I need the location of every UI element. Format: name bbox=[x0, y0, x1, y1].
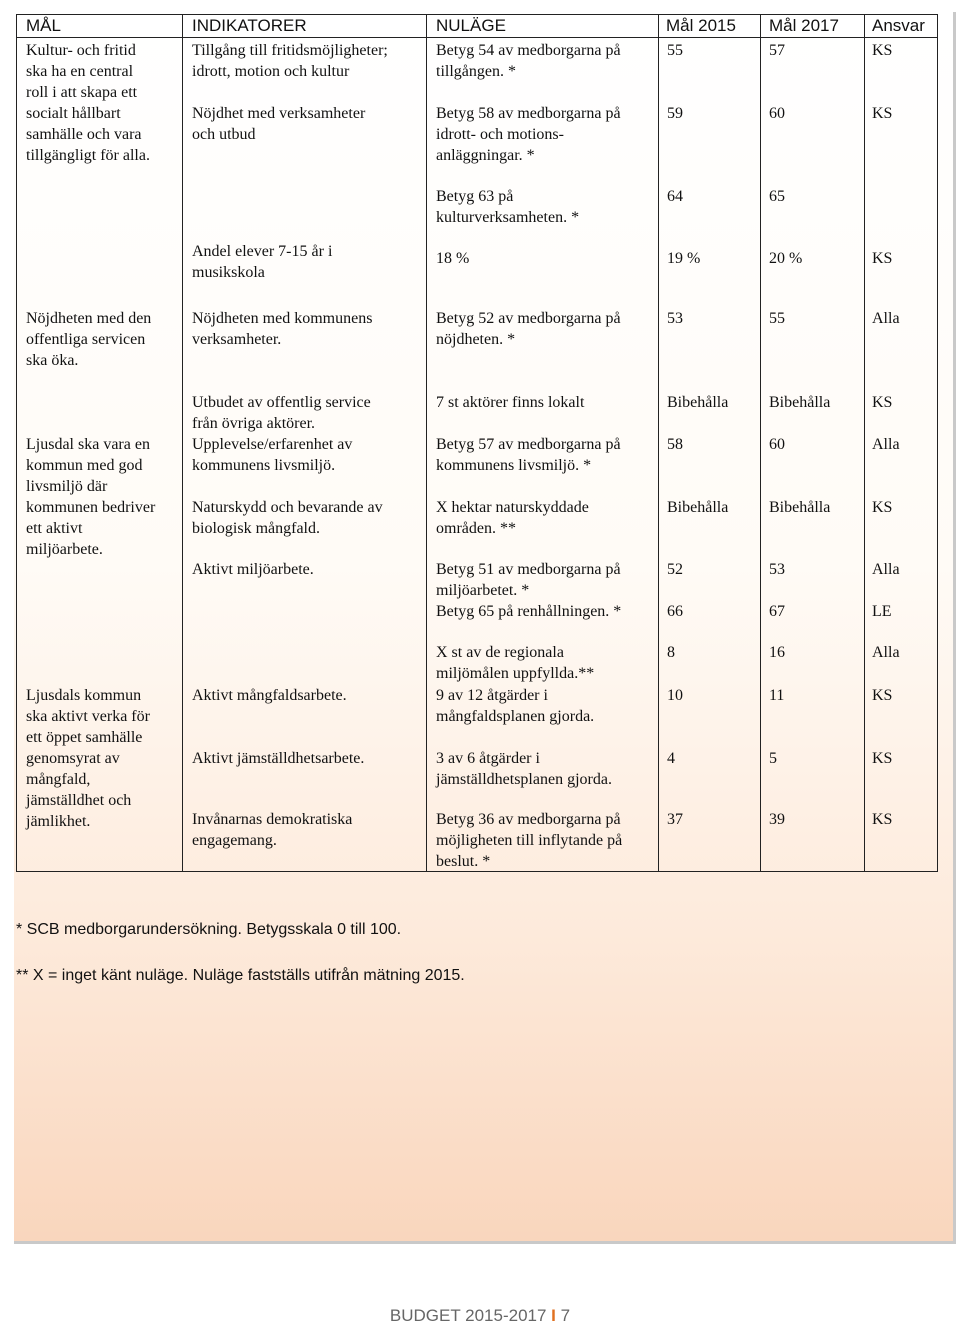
mal-2017-value: 55 bbox=[769, 310, 785, 327]
ansvar-value: Alla bbox=[872, 644, 900, 661]
nulage-text: anläggningar. * bbox=[436, 147, 535, 164]
nulage-text: 7 st aktörer finns lokalt bbox=[436, 394, 585, 411]
nulage-text: kulturverksamheten. * bbox=[436, 209, 580, 226]
nulage-text: jämställdhetsplanen gjorda. bbox=[436, 771, 612, 788]
nulage-text: möjligheten till inflytande på bbox=[436, 832, 623, 849]
column-divider bbox=[760, 14, 761, 872]
budget-label: BUDGET 2015-2017 bbox=[389, 1306, 547, 1325]
goal-text: jämställdhet och bbox=[26, 792, 132, 809]
goal-text: samhälle och vara bbox=[26, 126, 142, 143]
mal-2017-value: Bibehålla bbox=[769, 394, 831, 411]
mal-2017-value: 65 bbox=[769, 188, 785, 205]
indicator-text: Utbudet av offentlig service bbox=[192, 394, 371, 411]
goal-text: Nöjdheten med den bbox=[26, 310, 152, 327]
mal-2015-value: 8 bbox=[667, 644, 675, 661]
mal-2015-value: 19 % bbox=[667, 250, 701, 267]
goal-text: tillgängligt för alla. bbox=[26, 147, 150, 164]
goal-text: livsmiljö där bbox=[26, 478, 108, 495]
nulage-text: Betyg 51 av medborgarna på bbox=[436, 561, 621, 578]
header-mal: MÅL bbox=[26, 16, 61, 35]
mal-2017-value: 16 bbox=[769, 644, 785, 661]
mal-2015-value: 58 bbox=[667, 436, 683, 453]
mal-2015-value: 64 bbox=[667, 188, 683, 205]
mal-2015-value: 37 bbox=[667, 811, 683, 828]
mal-2015-value: 59 bbox=[667, 105, 683, 122]
goal-text: miljöarbete. bbox=[26, 541, 103, 558]
nulage-text: idrott- och motions- bbox=[436, 126, 564, 143]
ansvar-value: Alla bbox=[872, 436, 900, 453]
indicator-text: Andel elever 7-15 år i bbox=[192, 243, 333, 260]
goal-text: ska ha en central bbox=[26, 63, 134, 80]
nulage-text: Betyg 58 av medborgarna på bbox=[436, 105, 621, 122]
ansvar-value: LE bbox=[872, 603, 892, 620]
nulage-text: mångfaldsplanen gjorda. bbox=[436, 708, 595, 725]
mal-2017-value: 67 bbox=[769, 603, 785, 620]
indicator-text: Naturskydd och bevarande av bbox=[192, 499, 383, 516]
nulage-text: tillgången. * bbox=[436, 63, 516, 80]
mal-2017-value: 11 bbox=[769, 687, 785, 704]
page-number: 7 bbox=[560, 1306, 571, 1325]
nulage-text: miljömålen uppfyllda.** bbox=[436, 665, 595, 682]
nulage-text: kommunens livsmiljö. * bbox=[436, 457, 592, 474]
goal-text: Ljusdals kommun bbox=[26, 687, 142, 704]
goal-text: kommunen bedriver bbox=[26, 499, 156, 516]
indicator-text: verksamheter. bbox=[192, 331, 282, 348]
mal-2015-value: Bibehålla bbox=[667, 499, 729, 516]
page-footer bbox=[0, 1306, 960, 1326]
mal-2017-value: 20 % bbox=[769, 250, 803, 267]
nulage-text: 3 av 6 åtgärder i bbox=[436, 750, 540, 767]
ansvar-value: KS bbox=[872, 394, 893, 411]
nulage-text: 18 % bbox=[436, 250, 470, 267]
nulage-text: nöjdheten. * bbox=[436, 331, 516, 348]
header-mal-2015: Mål 2015 bbox=[666, 16, 736, 35]
indicator-text: kommunens livsmiljö. bbox=[192, 457, 336, 474]
footnote-scb: * SCB medborgarundersökning. Betygsskala 0 till 100. bbox=[16, 921, 402, 938]
goal-text: kommun med god bbox=[26, 457, 143, 474]
column-divider bbox=[864, 14, 865, 872]
mal-2017-value: 60 bbox=[769, 436, 785, 453]
footer-separator: I bbox=[551, 1306, 556, 1325]
nulage-text: X hektar naturskyddade bbox=[436, 499, 589, 516]
indicator-text: engagemang. bbox=[192, 832, 277, 849]
goal-text: mångfald, bbox=[26, 771, 91, 788]
ansvar-value: KS bbox=[872, 750, 893, 767]
goal-text: jämlikhet. bbox=[26, 813, 91, 830]
indicator-text: Nöjdheten med kommunens bbox=[192, 310, 373, 327]
ansvar-value: KS bbox=[872, 42, 893, 59]
indicator-text: Aktivt jämställdhetsarbete. bbox=[192, 750, 365, 767]
indicator-text: och utbud bbox=[192, 126, 256, 143]
indicator-text: Aktivt miljöarbete. bbox=[192, 561, 314, 578]
goal-text: ett öppet samhälle bbox=[26, 729, 143, 746]
mal-2017-value: 5 bbox=[769, 750, 777, 767]
goal-text: genomsyrat av bbox=[26, 750, 120, 767]
goal-text: ska öka. bbox=[26, 352, 79, 369]
indicator-text: Nöjdhet med verksamheter bbox=[192, 105, 366, 122]
nulage-text: Betyg 63 på bbox=[436, 188, 514, 205]
mal-2015-value: 10 bbox=[667, 687, 683, 704]
mal-2017-value: 60 bbox=[769, 105, 785, 122]
ansvar-value: KS bbox=[872, 687, 893, 704]
indicator-text: Aktivt mångfaldsarbete. bbox=[192, 687, 347, 704]
nulage-text: Betyg 52 av medborgarna på bbox=[436, 310, 621, 327]
goal-text: socialt hållbart bbox=[26, 105, 121, 122]
nulage-text: beslut. * bbox=[436, 853, 491, 870]
ansvar-value: KS bbox=[872, 499, 893, 516]
indicator-text: idrott, motion och kultur bbox=[192, 63, 350, 80]
mal-2017-value: 53 bbox=[769, 561, 785, 578]
indicator-text: musikskola bbox=[192, 264, 265, 281]
indicator-text: biologisk mångfald. bbox=[192, 520, 320, 537]
column-divider bbox=[658, 14, 659, 872]
ansvar-value: Alla bbox=[872, 310, 900, 327]
goal-text: ett aktivt bbox=[26, 520, 83, 537]
nulage-text: områden. ** bbox=[436, 520, 516, 537]
mal-2017-value: 39 bbox=[769, 811, 785, 828]
goal-text: Kultur- och fritid bbox=[26, 42, 136, 59]
footnote-x: ** X = inget känt nuläge. Nuläge fastställs utifrån mätning 2015. bbox=[16, 967, 465, 984]
ansvar-value: KS bbox=[872, 250, 893, 267]
nulage-text: miljöarbetet. * bbox=[436, 582, 530, 599]
nulage-text: Betyg 54 av medborgarna på bbox=[436, 42, 621, 59]
mal-2015-value: 4 bbox=[667, 750, 675, 767]
column-divider bbox=[426, 14, 427, 872]
mal-2015-value: 52 bbox=[667, 561, 683, 578]
nulage-text: Betyg 36 av medborgarna på bbox=[436, 811, 621, 828]
indicator-text: från övriga aktörer. bbox=[192, 415, 316, 432]
nulage-text: Betyg 65 på renhållningen. * bbox=[436, 603, 622, 620]
mal-2015-value: 53 bbox=[667, 310, 683, 327]
header-indikatorer: INDIKATORER bbox=[192, 16, 307, 35]
goal-text: offentliga servicen bbox=[26, 331, 146, 348]
mal-2017-value: 57 bbox=[769, 42, 785, 59]
nulage-text: Betyg 57 av medborgarna på bbox=[436, 436, 621, 453]
goal-text: Ljusdal ska vara en bbox=[26, 436, 150, 453]
indicator-text: Upplevelse/erfarenhet av bbox=[192, 436, 353, 453]
nulage-text: X st av de regionala bbox=[436, 644, 564, 661]
indicator-text: Tillgång till fritidsmöjligheter; bbox=[192, 42, 388, 59]
mal-2015-value: Bibehålla bbox=[667, 394, 729, 411]
indicator-text: Invånarnas demokratiska bbox=[192, 811, 353, 828]
mal-2015-value: 55 bbox=[667, 42, 683, 59]
ansvar-value: KS bbox=[872, 811, 893, 828]
mal-2015-value: 66 bbox=[667, 603, 683, 620]
header-ansvar: Ansvar bbox=[872, 16, 925, 35]
goal-text: ska aktivt verka för bbox=[26, 708, 150, 725]
goal-text: roll i att skapa ett bbox=[26, 84, 138, 101]
nulage-text: 9 av 12 åtgärder i bbox=[436, 687, 548, 704]
ansvar-value: KS bbox=[872, 105, 893, 122]
header-nulage: NULÄGE bbox=[436, 16, 506, 35]
mal-2017-value: Bibehålla bbox=[769, 499, 831, 516]
column-divider bbox=[182, 14, 183, 872]
ansvar-value: Alla bbox=[872, 561, 900, 578]
header-mal-2017: Mål 2017 bbox=[769, 16, 839, 35]
